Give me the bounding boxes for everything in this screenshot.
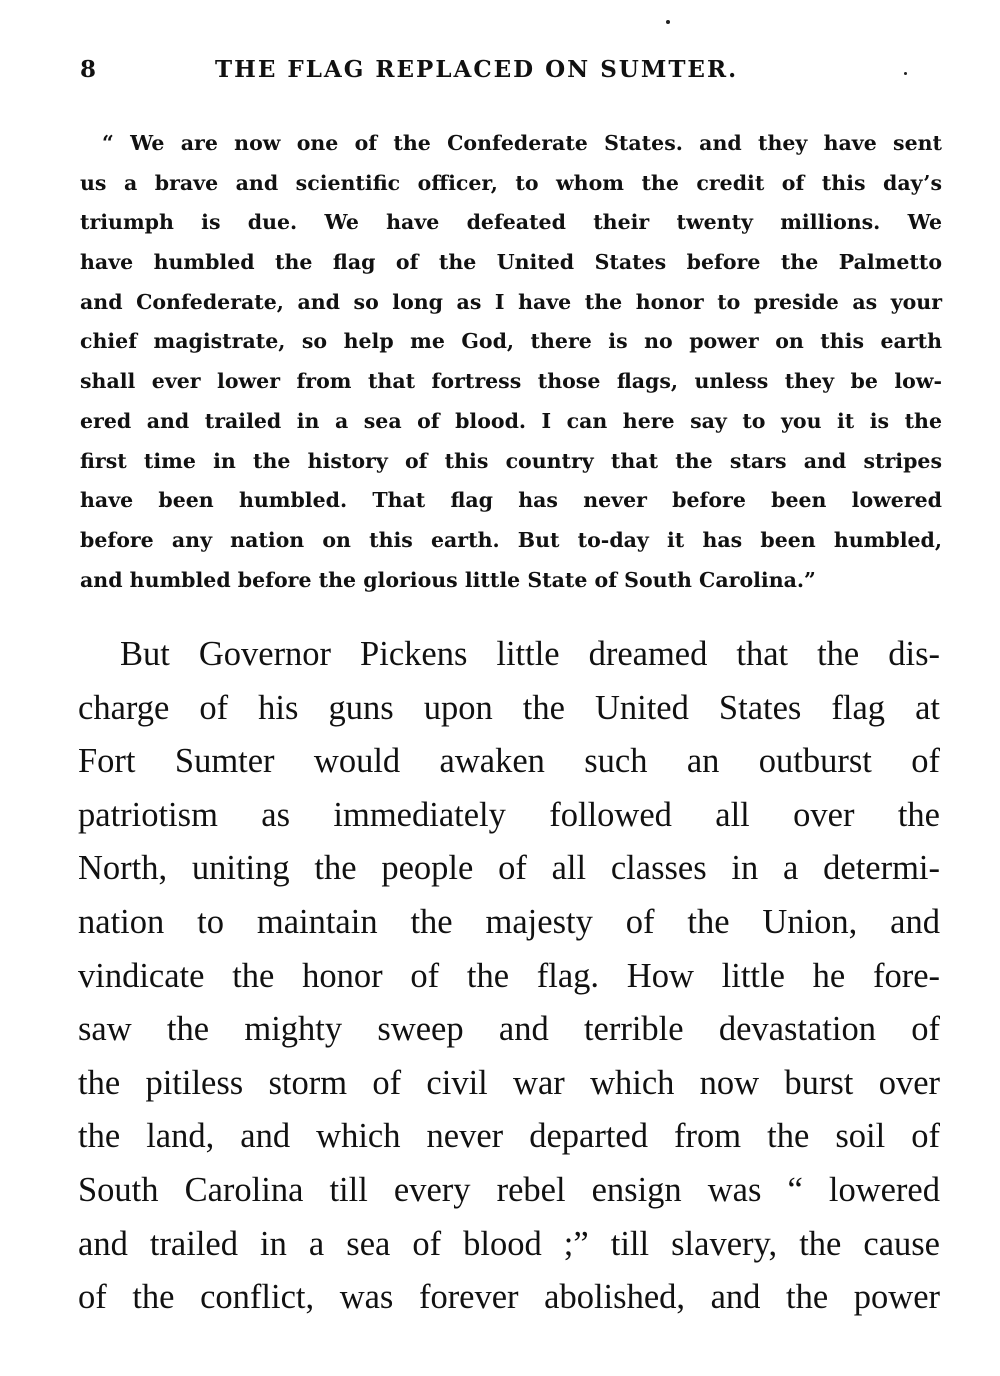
quote-line: and Confederate, and so long as I have the honor to preside as your	[80, 289, 942, 314]
quote-line: shall ever lower from that fortress those flags, unless they be low-	[80, 369, 942, 394]
body-line: vindicate the honor of the flag. How little he fore-	[78, 956, 940, 995]
body-line: the land, and which never departed from the soil of	[78, 1117, 940, 1156]
body-paragraph	[78, 628, 940, 1325]
body-line: the pitiless storm of civil war which now burst over	[78, 1063, 940, 1102]
quote-line: chief magistrate, so help me God, there is no power on this earth	[80, 329, 942, 354]
quote-line: ered and trailed in a sea of blood. I can here say to you it is the	[80, 408, 942, 433]
quote-line: before any nation on this earth. But to-day it has been humbled,	[80, 527, 942, 552]
body-line: patriotism as immediately followed all over the	[78, 795, 940, 834]
quote-line: have been humbled. That flag has never before been lowered	[80, 488, 942, 513]
body-line: of the conflict, was forever abolished, and the power	[78, 1278, 940, 1317]
body-line: But Governor Pickens little dreamed that the dis-	[120, 635, 940, 673]
page-header	[80, 56, 940, 88]
print-speck	[666, 20, 670, 24]
quote-line: first time in the history of this country that the stars and stripes	[80, 448, 942, 473]
page-number: 8	[80, 56, 98, 83]
body-line: nation to maintain the majesty of the Union, and	[78, 902, 940, 941]
quote-line: us a brave and scientific officer, to whom the credit of this day’s	[80, 170, 942, 195]
body-line: South Carolina till every rebel ensign was “ lowered	[78, 1170, 940, 1209]
quote-line: and humbled before the glorious little State of South Carolina.”	[80, 567, 816, 592]
quote-line: have humbled the flag of the United States before the Palmetto	[80, 250, 942, 275]
body-line: and trailed in a sea of blood ;” till slavery, the cause	[78, 1224, 940, 1263]
quote-line: “ We are now one of the Confederate States. and they have sent	[102, 131, 942, 155]
body-line: saw the mighty sweep and terrible devastation of	[78, 1010, 940, 1049]
quote-line: triumph is due. We have defeated their twenty millions. We	[80, 210, 942, 235]
body-line: North, uniting the people of all classes in a determi-	[78, 849, 940, 888]
body-line: charge of his guns upon the United States flag at	[78, 688, 940, 727]
body-line: Fort Sumter would awaken such an outburst of	[78, 742, 940, 781]
running-title: THE FLAG REPLACED ON SUMTER.	[215, 56, 739, 83]
quoted-speech	[80, 124, 942, 600]
